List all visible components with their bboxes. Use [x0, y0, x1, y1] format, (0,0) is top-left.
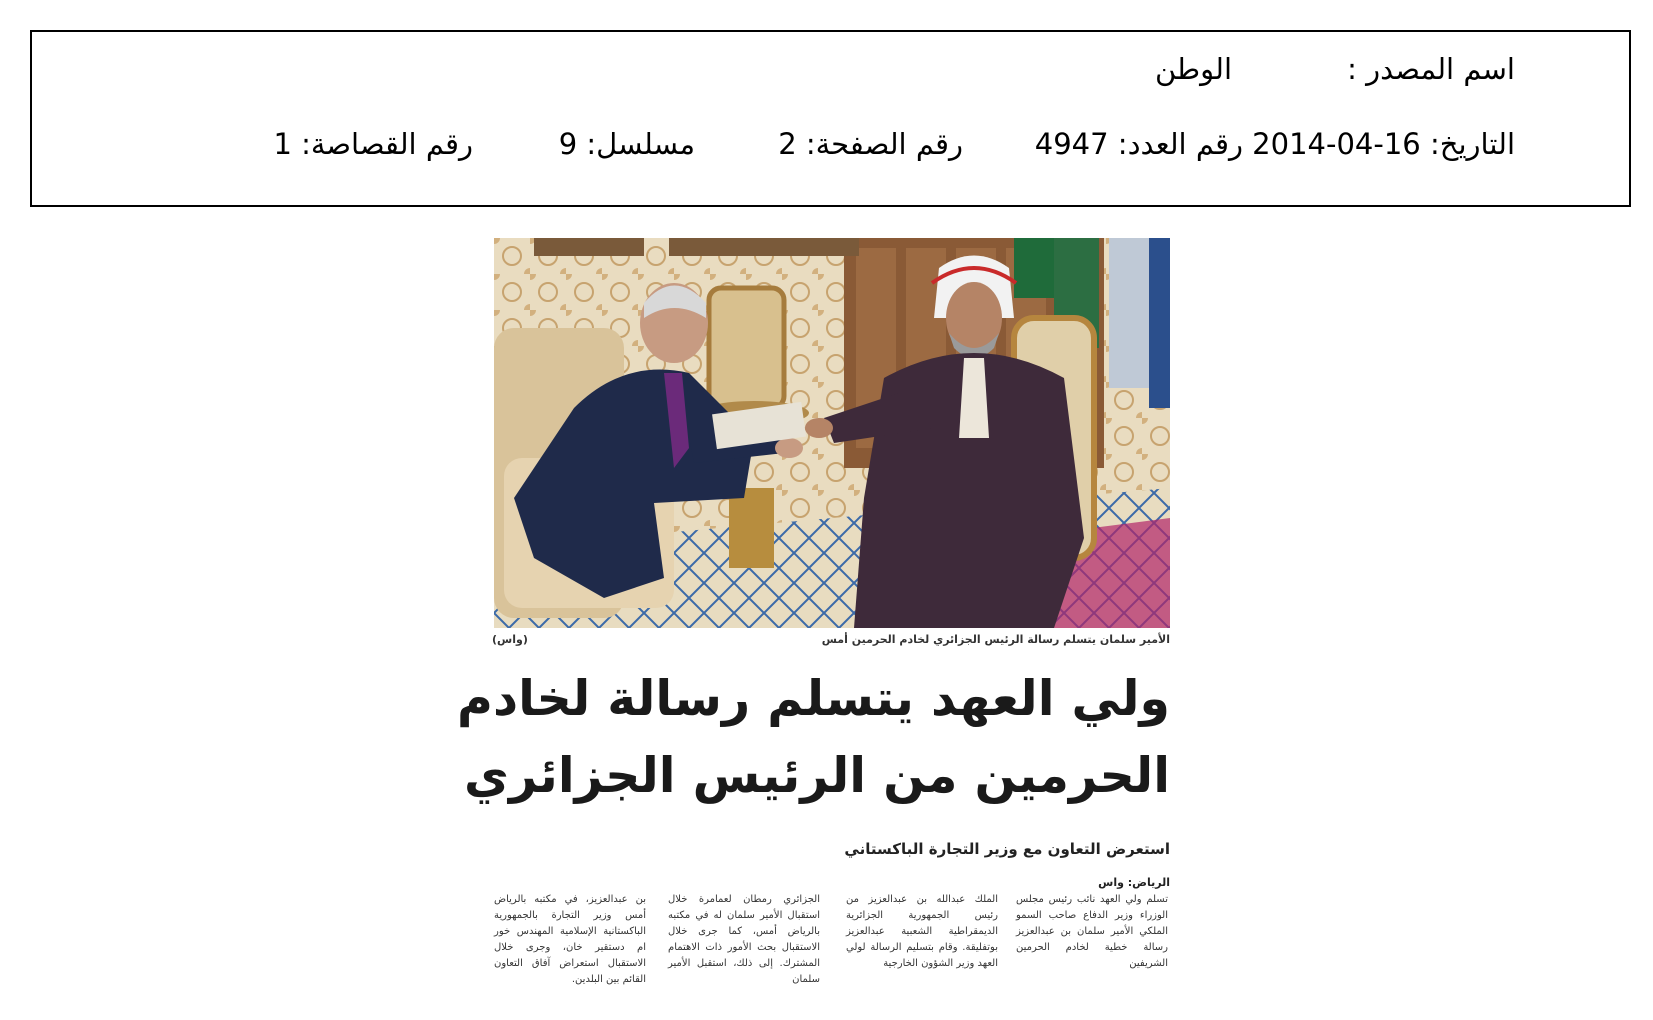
photo-credit: (واس): [492, 633, 528, 646]
issue-number-field: رقم العدد: 4947: [1034, 127, 1243, 161]
source-value: الوطن: [1154, 52, 1232, 86]
page-number-field: رقم الصفحة: 2: [778, 127, 963, 161]
article-column-2: [846, 892, 998, 972]
source-label: اسم المصدر :: [1347, 52, 1515, 86]
article-column-text: بن عبدالعزيز، في مكتبه بالرياض أمس وزير التجارة بالجمهورية الباكستانية الإسلامية المهندس خور ام دستقير خان، وجرى خلال الاستقبال استعراض آفاق التعاون القائم بين البلدين.: [494, 894, 646, 985]
article-column-text: الجزائري رمطان لعمامرة خلال استقبال الأمير سلمان له في مكتبه بالرياض أمس، كما جرى خلال الاستقبال بحث الأمور ذات الاهتمام المشترك. إلى ذلك، استقبل الأمير سلمان: [668, 894, 820, 985]
subheadline: استعرض التعاون مع وزير التجارة الباكستاني: [844, 840, 1170, 858]
article-column-3: [668, 892, 820, 988]
article-column-text: تسلم ولي العهد نائب رئيس مجلس الوزراء وزير الدفاع صاحب السمو الملكي الأمير سلمان بن عبدالعزيز رسالة خطية لخادم الحرمين الشريفين: [1016, 894, 1168, 969]
dateline: الرياض: واس: [1098, 876, 1170, 889]
date-field: التاريخ: 16-04-2014: [1252, 127, 1515, 161]
headline-line-1: ولي العهد يتسلم رسالة لخادم: [457, 670, 1170, 727]
photo-caption: الأمير سلمان يتسلم رسالة الرئيس الجزائري لخادم الحرمين أمس: [821, 633, 1170, 646]
article-column-text: الملك عبدالله بن عبدالعزيز من رئيس الجمهورية الجزائرية الديمقراطية الشعبية عبدالعزيز بوتفليقة. وقام بتسليم الرسالة لولي العهد وزير الشؤون الخارجية: [846, 894, 998, 969]
headline-line-2: الحرمين من الرئيس الجزائري: [464, 747, 1170, 804]
clip-number-field: رقم القصاصة: 1: [273, 127, 473, 161]
news-photo: [494, 238, 1170, 628]
article-column-4: [494, 892, 646, 988]
article-column-1: [1016, 892, 1168, 972]
serial-field: مسلسل: 9: [558, 127, 695, 161]
